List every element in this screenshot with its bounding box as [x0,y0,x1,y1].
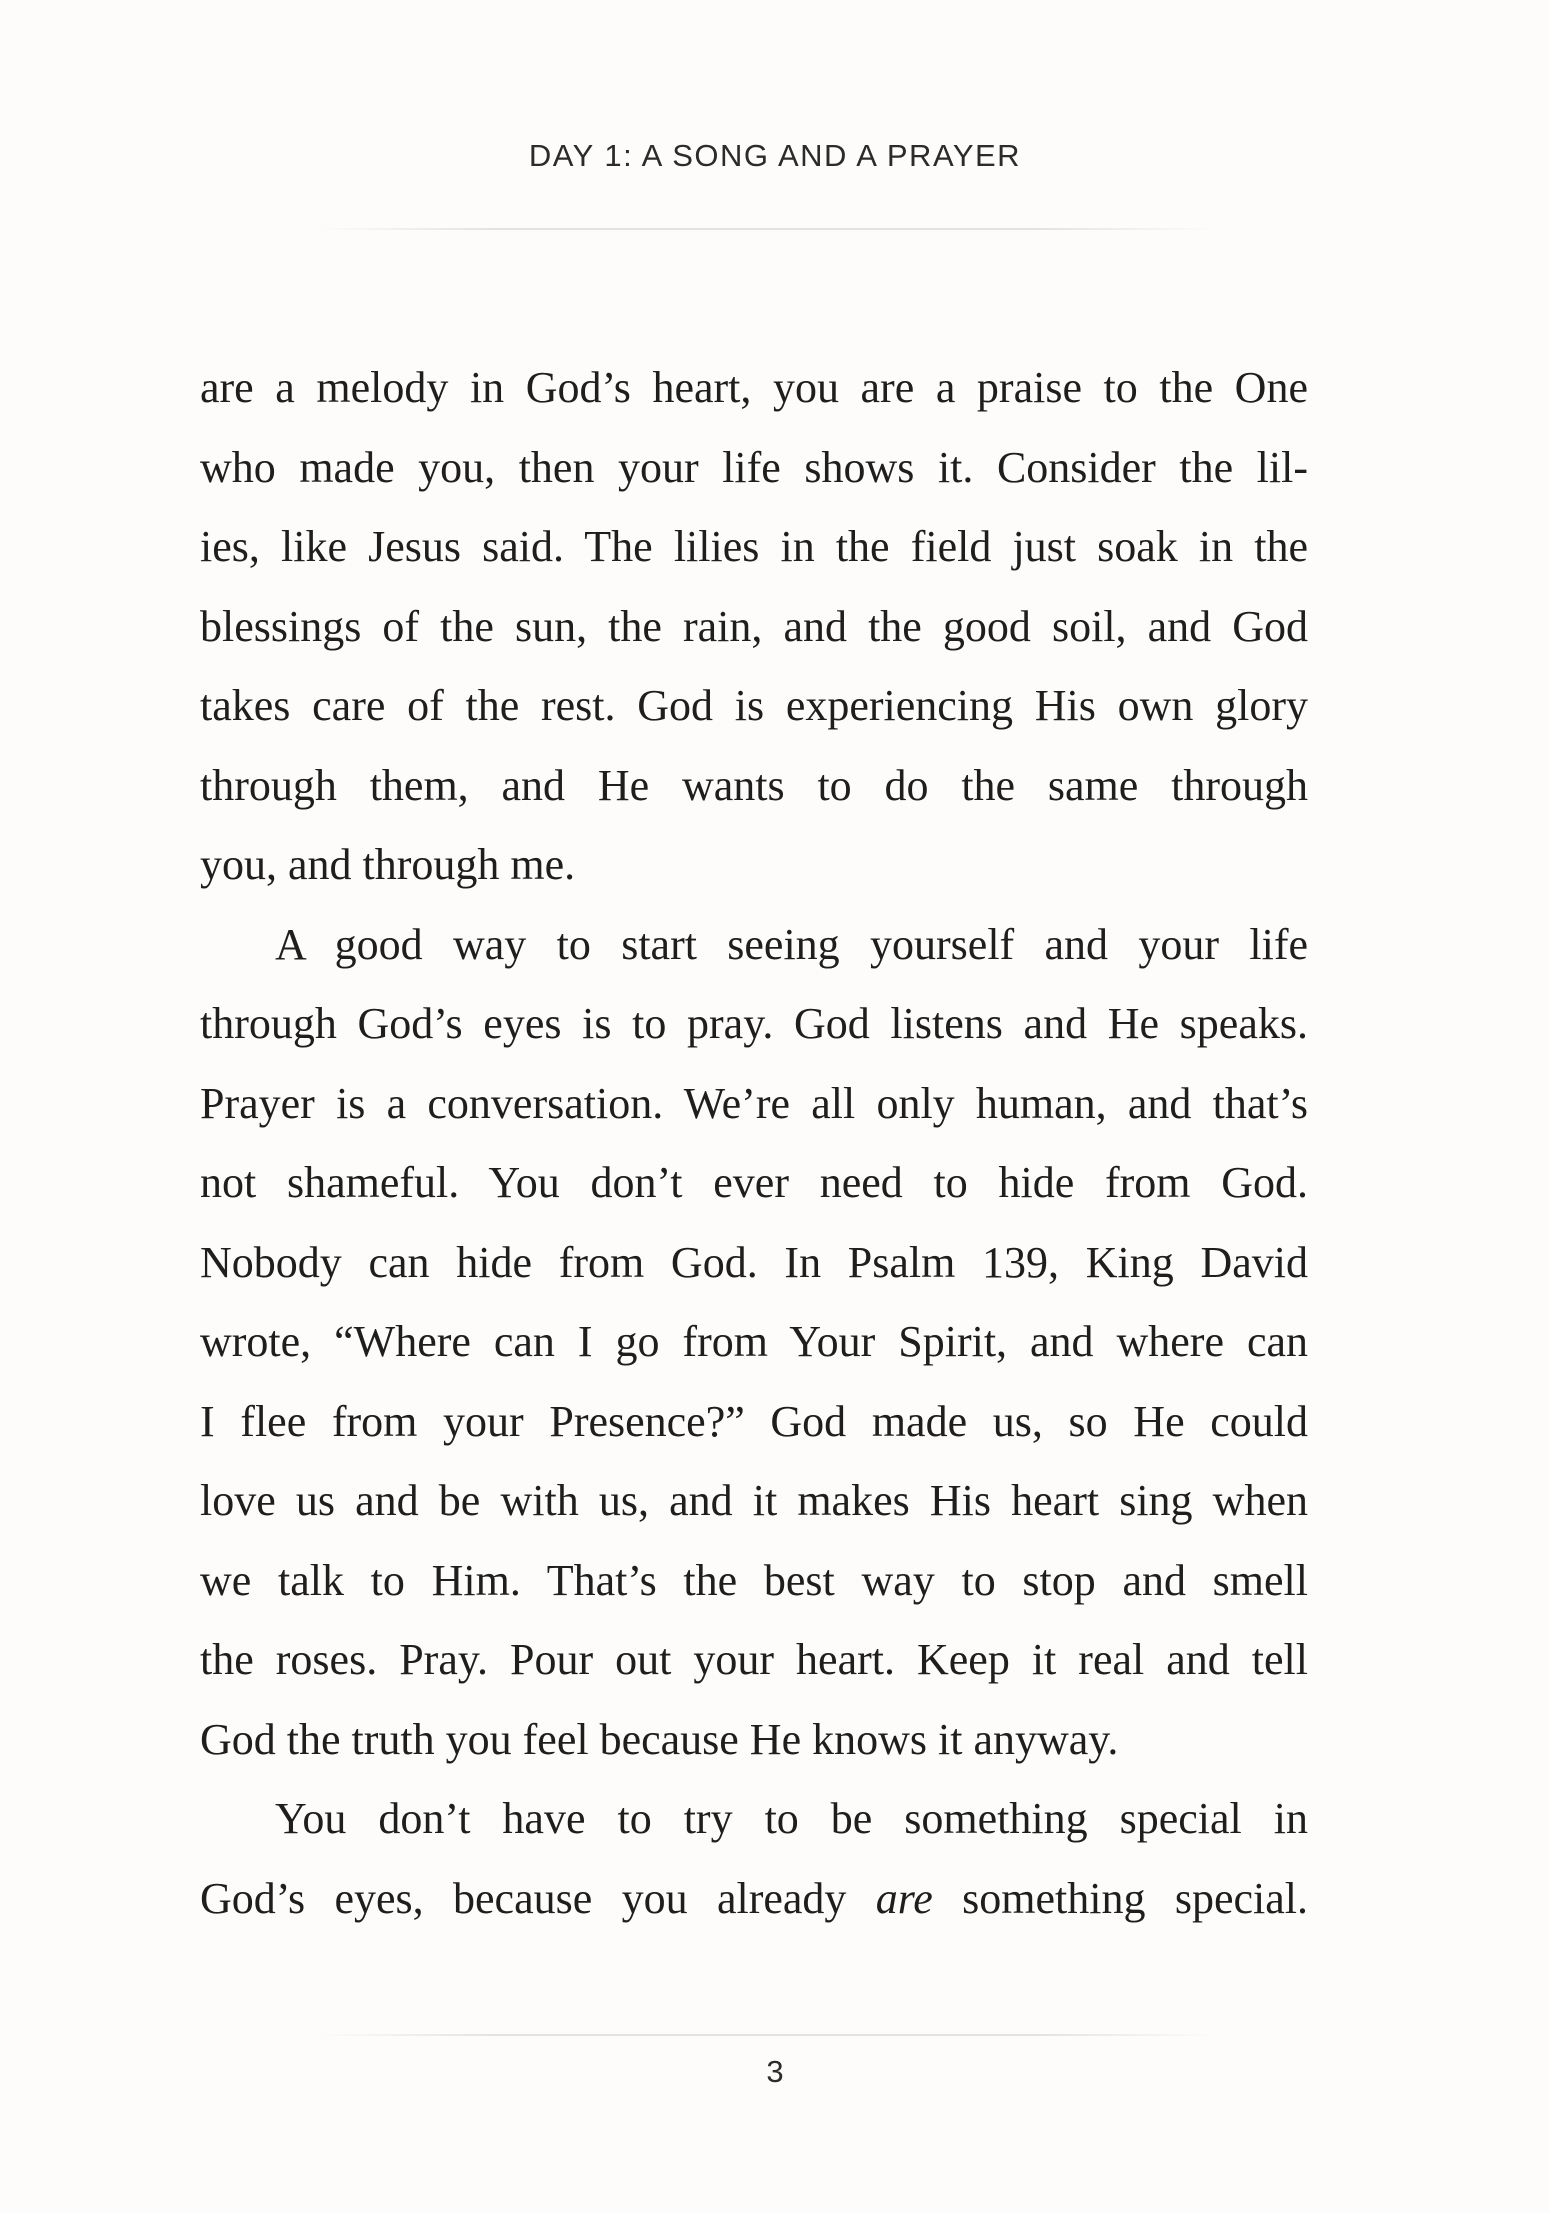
text-line: ies, like Jesus said. The lilies in the field just soak in the [200,522,1308,571]
text-line: you, and through me. [200,840,576,889]
text-line: are a melody in God’s heart, you are a praise to the One [200,363,1308,412]
text-line: Nobody can hide from God. In Psalm 139, King David [200,1237,1308,1287]
page-number: 3 [766,2054,784,2089]
text-line: A good way to start seeing yourself and your life [275,919,1308,969]
text-line: God the truth you feel because He knows it anyway. [200,1714,1119,1764]
text-line-with-emphasis [200,1859,1308,1939]
body-text [200,348,1308,1938]
header-rule [316,228,1216,230]
footer-rule [316,2034,1216,2036]
text-line: You don’t have to try to be something special in [275,1794,1308,1843]
text-line: who made you, then your life shows it. Consider the lil- [200,442,1308,492]
text-line: not shameful. You don’t ever need to hide from God. [200,1158,1308,1207]
text-line: wrote, “Where can I go from Your Spirit, and where can [200,1317,1308,1366]
text-line: we talk to Him. That’s the best way to stop and smell [200,1555,1308,1605]
text-line: love us and be with us, and it makes His heart sing when [200,1476,1308,1525]
paragraph-3 [200,1779,1308,1938]
text-line: blessings of the sun, the rain, and the good soil, and God [200,601,1308,651]
text-line: through God’s eyes is to pray. God listens and He speaks. [200,999,1308,1048]
text-line: Prayer is a conversation. We’re all only human, and that’s [200,1078,1308,1128]
text-line: takes care of the rest. God is experiencing His own glory [200,681,1308,730]
paragraph-1 [200,348,1308,905]
text-run: something special. [932,1873,1308,1923]
text-line: through them, and He wants to do the same through [200,760,1308,810]
text-line: the roses. Pray. Pour out your heart. Keep it real and tell [200,1635,1308,1684]
paragraph-2 [200,905,1308,1780]
text-line: I flee from your Presence?” God made us, so He could [200,1396,1308,1446]
emphasis-word: are [875,1873,933,1923]
text-run: God’s eyes, because you already [200,1873,876,1923]
running-head: DAY 1: A SONG AND A PRAYER [528,138,1022,173]
